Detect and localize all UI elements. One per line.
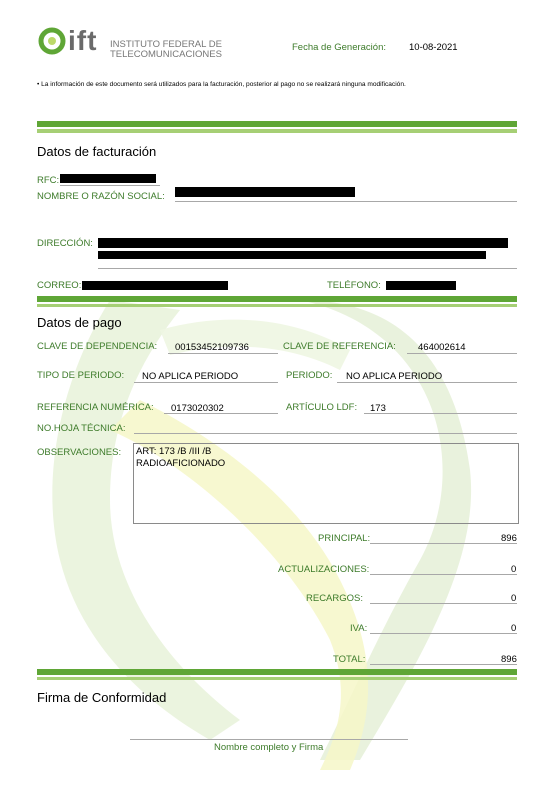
observations-label: OBSERVACIONES: bbox=[37, 447, 122, 458]
period-type-value: NO APLICA PERIODO bbox=[142, 371, 239, 382]
email-label: CORREO: bbox=[37, 280, 82, 291]
numeric-reference-value: 0173020302 bbox=[171, 403, 224, 414]
updates-label: ACTUALIZACIONES: bbox=[278, 564, 370, 575]
divider-band-dark bbox=[37, 669, 517, 675]
rfc-label: RFC: bbox=[37, 175, 60, 186]
institute-name-line1: INSTITUTO FEDERAL DE bbox=[110, 39, 222, 50]
logo-text: ift bbox=[68, 25, 98, 56]
name-redacted bbox=[175, 187, 355, 197]
name-label: NOMBRE O RAZÓN SOCIAL: bbox=[37, 191, 165, 202]
address-label: DIRECCIÓN: bbox=[37, 238, 93, 249]
numeric-reference-label: REFERENCIA NUMÉRICA: bbox=[37, 402, 154, 413]
payment-section-title: Datos de pago bbox=[37, 315, 122, 330]
rfc-redacted bbox=[60, 174, 156, 183]
observations-line1: ART: 173 /B /III /B bbox=[136, 446, 212, 457]
updates-value: 0 bbox=[511, 564, 517, 575]
period-type-label: TIPO DE PERIODO: bbox=[37, 370, 125, 381]
reference-key-label: CLAVE DE REFERENCIA: bbox=[283, 341, 396, 352]
phone-redacted bbox=[386, 281, 456, 290]
observations-line2: RADIOAFICIONADO bbox=[136, 458, 226, 469]
signature-caption: Nombre completo y Firma bbox=[214, 742, 324, 753]
billing-section-title: Datos de facturación bbox=[37, 144, 157, 159]
phone-label: TELÉFONO: bbox=[327, 280, 381, 291]
generation-date-value: 10-08-2021 bbox=[409, 42, 458, 53]
principal-value: 896 bbox=[501, 533, 517, 544]
dependency-key-label: CLAVE DE DEPENDENCIA: bbox=[37, 341, 158, 352]
period-value: NO APLICA PERIODO bbox=[346, 371, 443, 382]
signature-line bbox=[130, 739, 408, 740]
generation-date-label: Fecha de Generación: bbox=[292, 42, 387, 53]
article-value: 173 bbox=[370, 403, 386, 414]
divider-band-dark bbox=[37, 296, 517, 302]
iva-label: IVA: bbox=[350, 623, 368, 634]
iva-value: 0 bbox=[511, 623, 517, 634]
divider-band-dark bbox=[37, 121, 517, 127]
signature-section-title: Firma de Conformidad bbox=[37, 690, 167, 705]
dependency-key-value: 00153452109736 bbox=[175, 342, 249, 353]
total-label: TOTAL: bbox=[333, 654, 366, 665]
divider-band-light bbox=[37, 677, 517, 680]
period-label: PERIODO: bbox=[286, 370, 333, 381]
ift-logo-icon bbox=[38, 26, 72, 56]
principal-label: PRINCIPAL: bbox=[318, 533, 371, 544]
address-redacted-line1 bbox=[98, 238, 508, 248]
divider-band-light bbox=[37, 129, 517, 133]
disclaimer-note: • La información de este documento será utilizados para la facturación, posterior al pago no se realizará ninguna modificación. bbox=[37, 81, 406, 88]
institute-name-line2: TELECOMUNICACIONES bbox=[110, 49, 222, 60]
total-value: 896 bbox=[501, 654, 517, 665]
surcharges-value: 0 bbox=[511, 593, 517, 604]
reference-key-value: 464002614 bbox=[418, 342, 466, 353]
address-redacted-line2 bbox=[98, 251, 486, 259]
email-redacted bbox=[82, 281, 228, 290]
surcharges-label: RECARGOS: bbox=[306, 593, 364, 604]
tech-sheet-label: NO.HOJA TÉCNICA: bbox=[37, 423, 126, 434]
divider-band-light bbox=[37, 304, 517, 307]
article-label: ARTÍCULO LDF: bbox=[286, 402, 358, 413]
